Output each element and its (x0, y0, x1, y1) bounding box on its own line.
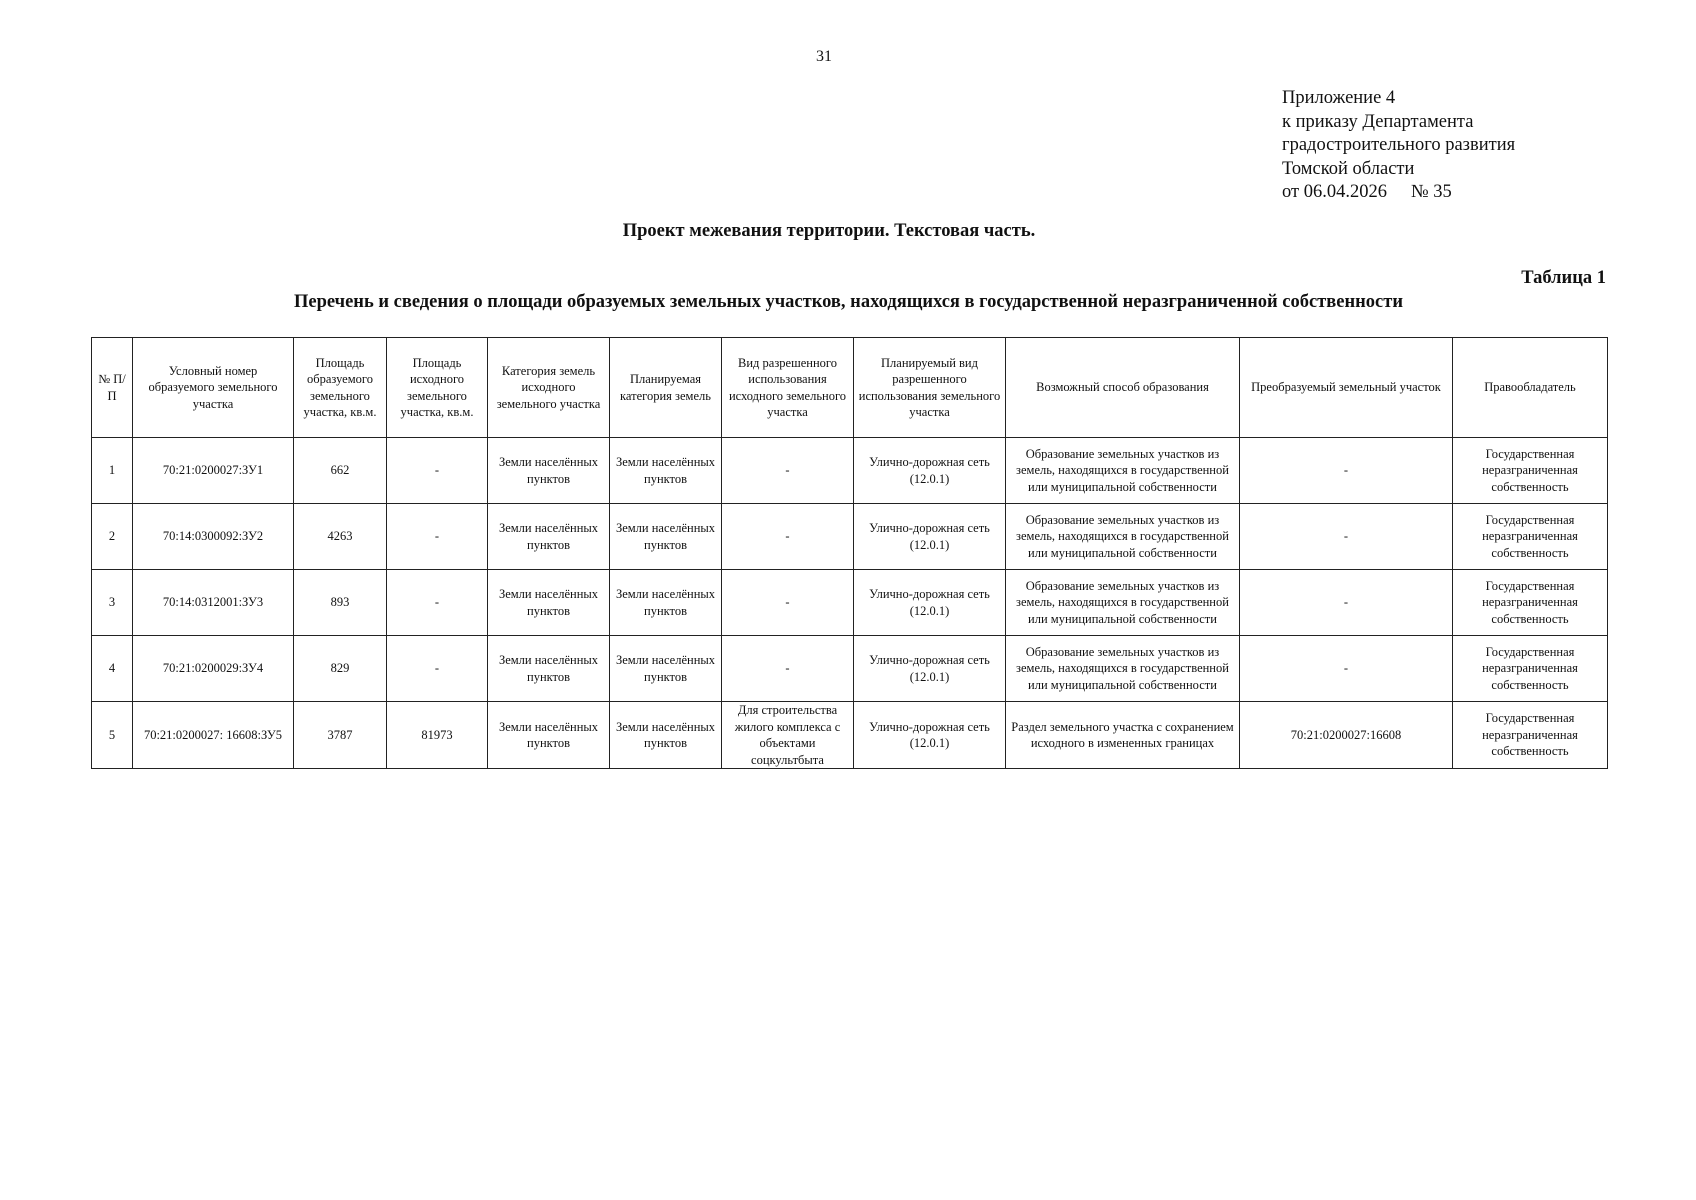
cell-owner: Государственная неразграниченная собственность (1453, 504, 1608, 570)
document-title: Проект межевания территории. Текстовая часть. (622, 221, 1036, 241)
cell-plot-id: 70:14:0300092:ЗУ2 (133, 504, 294, 570)
cell-planned-use: Улично-дорожная сеть (12.0.1) (854, 702, 1006, 769)
cell-planned-use: Улично-дорожная сеть (12.0.1) (854, 636, 1006, 702)
header-transformed-plot: Преобразуемый земельный участок (1240, 338, 1453, 438)
table-row (92, 570, 1608, 636)
header-source-area: Площадь исходного земельного участка, кв.м. (387, 338, 488, 438)
cell-transformed-plot: - (1240, 636, 1453, 702)
table-label: Таблица 1 (1521, 268, 1606, 288)
header-plot-id: Условный номер образуемого земельного участка (133, 338, 294, 438)
cell-source-area: - (387, 504, 488, 570)
cell-owner: Государственная неразграниченная собственность (1453, 636, 1608, 702)
appendix-line: Приложение 4 (1282, 88, 1396, 108)
cell-source-category: Земли населённых пунктов (488, 702, 610, 769)
cell-number: 4 (92, 636, 133, 702)
cell-transformed-plot: - (1240, 438, 1453, 504)
appendix-line: градостроительного развития (1282, 135, 1516, 155)
table-caption: Перечень и сведения о площади образуемых земельных участков, находящихся в государственной неразграниченной собственности (294, 292, 1403, 312)
cell-formation-method: Образование земельных участков из земель, находящихся в государственной или муниципальной собственности (1006, 504, 1240, 570)
cell-source-use: Для строительства жилого комплекса с объектами соцкультбыта (722, 702, 854, 769)
cell-plot-id: 70:21:0200027:ЗУ1 (133, 438, 294, 504)
header-source-category: Категория земель исходного земельного участка (488, 338, 610, 438)
cell-transformed-plot: - (1240, 504, 1453, 570)
cell-number: 3 (92, 570, 133, 636)
cell-planned-use: Улично-дорожная сеть (12.0.1) (854, 504, 1006, 570)
cell-formation-method: Образование земельных участков из земель, находящихся в государственной или муниципальной собственности (1006, 438, 1240, 504)
appendix-date-number (1282, 181, 1515, 205)
cell-owner: Государственная неразграниченная собственность (1453, 570, 1608, 636)
cell-formed-area: 662 (294, 438, 387, 504)
appendix-number: № 35 (1410, 182, 1452, 202)
cell-plot-id: 70:21:0200027: 16608:ЗУ5 (133, 702, 294, 769)
header-source-use: Вид разрешенного использования исходного земельного участка (722, 338, 854, 438)
cell-source-area: 81973 (387, 702, 488, 769)
cell-transformed-plot: - (1240, 570, 1453, 636)
cell-formed-area: 893 (294, 570, 387, 636)
cell-formation-method: Раздел земельного участка с сохранением исходного в измененных границах (1006, 702, 1240, 769)
cell-planned-category: Земли населённых пунктов (610, 702, 722, 769)
table-row (92, 438, 1608, 504)
cell-source-use: - (722, 636, 854, 702)
cell-planned-use: Улично-дорожная сеть (12.0.1) (854, 438, 1006, 504)
cell-planned-category: Земли населённых пунктов (610, 636, 722, 702)
cell-planned-category: Земли населённых пунктов (610, 438, 722, 504)
cell-planned-use: Улично-дорожная сеть (12.0.1) (854, 570, 1006, 636)
cell-source-area: - (387, 438, 488, 504)
cell-planned-category: Земли населённых пунктов (610, 504, 722, 570)
cell-number: 5 (92, 702, 133, 769)
cell-formed-area: 829 (294, 636, 387, 702)
header-formed-area: Площадь образуемого земельного участка, кв.м. (294, 338, 387, 438)
header-formation-method: Возможный способ образования (1006, 338, 1240, 438)
cell-plot-id: 70:21:0200029:ЗУ4 (133, 636, 294, 702)
cell-number: 2 (92, 504, 133, 570)
cell-transformed-plot: 70:21:0200027:16608 (1240, 702, 1453, 769)
appendix-line: Томской области (1282, 158, 1415, 179)
cell-plot-id: 70:14:0312001:ЗУ3 (133, 570, 294, 636)
cell-formed-area: 4263 (294, 504, 387, 570)
appendix-block (1282, 87, 1515, 205)
cell-formation-method: Образование земельных участков из земель, находящихся в государственной или муниципальной собственности (1006, 570, 1240, 636)
appendix-date: от 06.04.2026 (1282, 182, 1387, 202)
land-plots-table (91, 337, 1608, 769)
header-owner: Правообладатель (1453, 338, 1608, 438)
cell-owner: Государственная неразграниченная собственность (1453, 702, 1608, 769)
table-row (92, 636, 1608, 702)
cell-source-category: Земли населённых пунктов (488, 504, 610, 570)
cell-source-area: - (387, 636, 488, 702)
header-planned-use: Планируемый вид разрешенного использования земельного участка (854, 338, 1006, 438)
cell-source-use: - (722, 438, 854, 504)
cell-source-area: - (387, 570, 488, 636)
cell-owner: Государственная неразграниченная собственность (1453, 438, 1608, 504)
cell-planned-category: Земли населённых пунктов (610, 570, 722, 636)
cell-formation-method: Образование земельных участков из земель, находящихся в государственной или муниципальной собственности (1006, 636, 1240, 702)
page-number: 31 (816, 48, 832, 65)
cell-source-category: Земли населённых пунктов (488, 636, 610, 702)
cell-number: 1 (92, 438, 133, 504)
cell-source-use: - (722, 570, 854, 636)
header-planned-category: Планируемая категория земель (610, 338, 722, 438)
cell-source-use: - (722, 504, 854, 570)
appendix-line: к приказу Департамента (1282, 111, 1474, 132)
table-row (92, 702, 1608, 769)
table-header-row (92, 338, 1608, 438)
cell-source-category: Земли населённых пунктов (488, 438, 610, 504)
header-number: № П/П (92, 338, 133, 438)
cell-formed-area: 3787 (294, 702, 387, 769)
cell-source-category: Земли населённых пунктов (488, 570, 610, 636)
table-row (92, 504, 1608, 570)
